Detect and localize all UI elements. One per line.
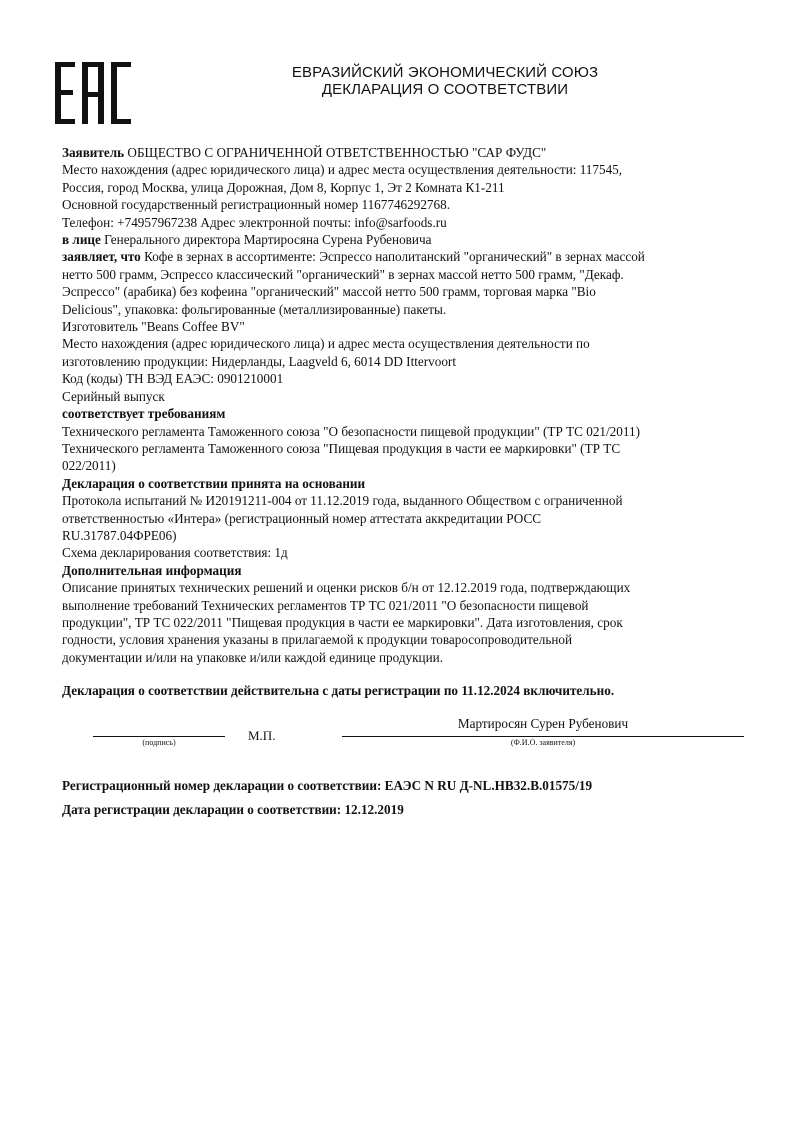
registration-date: Дата регистрации декларации о соответствии: 12.12.2019 bbox=[62, 802, 404, 817]
manufacturer-address-line1: Место нахождения (адрес юридического лица) и адрес места осуществления деятельности по bbox=[62, 336, 590, 352]
manufacturer-address-line2: изготовлению продукции: Нидерланды, Laagveld 6, 6014 DD Ittervoort bbox=[62, 353, 456, 369]
additional-line1: Описание принятых технических решений и оценки рисков б/н от 12.12.2019 года, подтверждающих bbox=[62, 580, 631, 596]
basis-line3: RU.31787.04ФРЕ06) bbox=[62, 527, 177, 543]
document-header bbox=[230, 64, 660, 98]
requirement-2: Технического регламента Таможенного союза "Пищевая продукция в части ее маркировки" (ТР ТС bbox=[62, 440, 621, 456]
additional-line4: годности, условия хранения указаны в прилагаемой к продукции товаросопроводительной bbox=[62, 632, 573, 648]
basis-label: Декларация о соответствии принята на основании bbox=[62, 475, 366, 491]
applicant-contacts: Телефон: +74957967238 Адрес электронной почты: info@sarfoods.ru bbox=[62, 214, 447, 230]
declares-label: заявляет, что bbox=[62, 249, 141, 265]
name-line bbox=[342, 736, 744, 737]
applicant-ogrn: Основной государственный регистрационный номер 1167746292768. bbox=[62, 197, 450, 213]
signature-line bbox=[93, 736, 225, 737]
signature-caption: (подпись) bbox=[142, 738, 176, 747]
product-description-4: Delicious", упаковка: фольгированные (металлизированные) пакеты. bbox=[62, 301, 447, 317]
declares-line1 bbox=[62, 248, 752, 265]
union-title: ЕВРАЗИЙСКИЙ ЭКОНОМИЧЕСКИЙ СОЮЗ bbox=[291, 64, 599, 81]
additional-line3: продукции", ТР ТС 022/2011 "Пищевая продукция в части ее маркировки". Дата изготовления, срок bbox=[62, 614, 623, 630]
applicant-name: ОБЩЕСТВО С ОГРАНИЧЕННОЙ ОТВЕТСТВЕННОСТЬЮ "САР ФУДС" bbox=[124, 145, 547, 160]
hs-code: Код (коды) ТН ВЭД ЕАЭС: 0901210001 bbox=[62, 371, 284, 387]
product-description-1: Кофе в зернах в ассортименте: Эспрессо наполитанский "органический" в зернах массой bbox=[140, 249, 645, 265]
declaration-title: ДЕКЛАРАЦИЯ О СООТВЕТСТВИИ bbox=[321, 81, 569, 98]
requirements-heading bbox=[62, 405, 752, 422]
name-caption: (Ф.И.О. заявителя) bbox=[510, 738, 576, 747]
product-description-3: Эспрессо" (арабика) без кофеина "органический" массой нетто 500 грамм, торговая марка "Bio bbox=[62, 284, 596, 300]
product-description-2: нетто 500 грамм, Эспрессо классический "органический" в зернах массой нетто 500 грамм, "Декаф. bbox=[62, 266, 624, 282]
applicant-address-line1: Место нахождения (адрес юридического лица) и адрес места осуществления деятельности: 117545, bbox=[62, 162, 623, 178]
requirement-2-cont: 022/2011) bbox=[62, 458, 116, 474]
requirements-label: соответствует требованиям bbox=[62, 406, 226, 422]
representative-label: в лице bbox=[62, 232, 101, 248]
requirement-1: Технического регламента Таможенного союза "О безопасности пищевой продукции" (ТР ТС 021/2011) bbox=[62, 423, 640, 439]
representative-line bbox=[62, 231, 752, 248]
manufacturer: Изготовитель "Beans Coffee BV" bbox=[62, 319, 245, 335]
basis-heading bbox=[62, 475, 752, 492]
basis-line1: Протокола испытаний № И20191211-004 от 11.12.2019 года, выданного Обществом с ограниченной bbox=[62, 493, 623, 509]
eac-mark-icon bbox=[55, 62, 131, 124]
basis-line2: ответственностью «Интера» (регистрационный номер аттестата аккредитации РОСС bbox=[62, 510, 542, 526]
release-type: Серийный выпуск bbox=[62, 388, 165, 404]
signatory-name: Мартиросян Сурен Рубенович bbox=[457, 716, 629, 731]
applicant-label: Заявитель bbox=[62, 145, 125, 160]
declaration-scheme: Схема декларирования соответствия: 1д bbox=[62, 545, 288, 561]
representative-name: Генерального директора Мартиросяна Сурена Рубеновича bbox=[100, 232, 432, 248]
registration-block bbox=[62, 774, 592, 822]
stamp-place: М.П. bbox=[248, 728, 276, 743]
registration-number: Регистрационный номер декларации о соответствии: ЕАЭС N RU Д-NL.НВ32.В.01575/19 bbox=[62, 778, 593, 793]
additional-line2: выполнение требований Технических регламентов ТР ТС 021/2011 "О безопасности пищевой bbox=[62, 597, 589, 613]
applicant-address-line2: Россия, город Москва, улица Дорожная, Дом 8, Корпус 1, Эт 2 Комната К1-211 bbox=[62, 179, 505, 195]
validity-statement: Декларация о соответствии действительна с даты регистрации по 11.12.2024 включительно. bbox=[62, 683, 615, 698]
applicant-line bbox=[62, 144, 752, 161]
additional-line5: документации и/или на упаковке и/или каждой единице продукции. bbox=[62, 649, 444, 665]
additional-label: Дополнительная информация bbox=[62, 562, 242, 578]
additional-heading bbox=[62, 562, 752, 579]
declaration-body bbox=[62, 144, 752, 666]
